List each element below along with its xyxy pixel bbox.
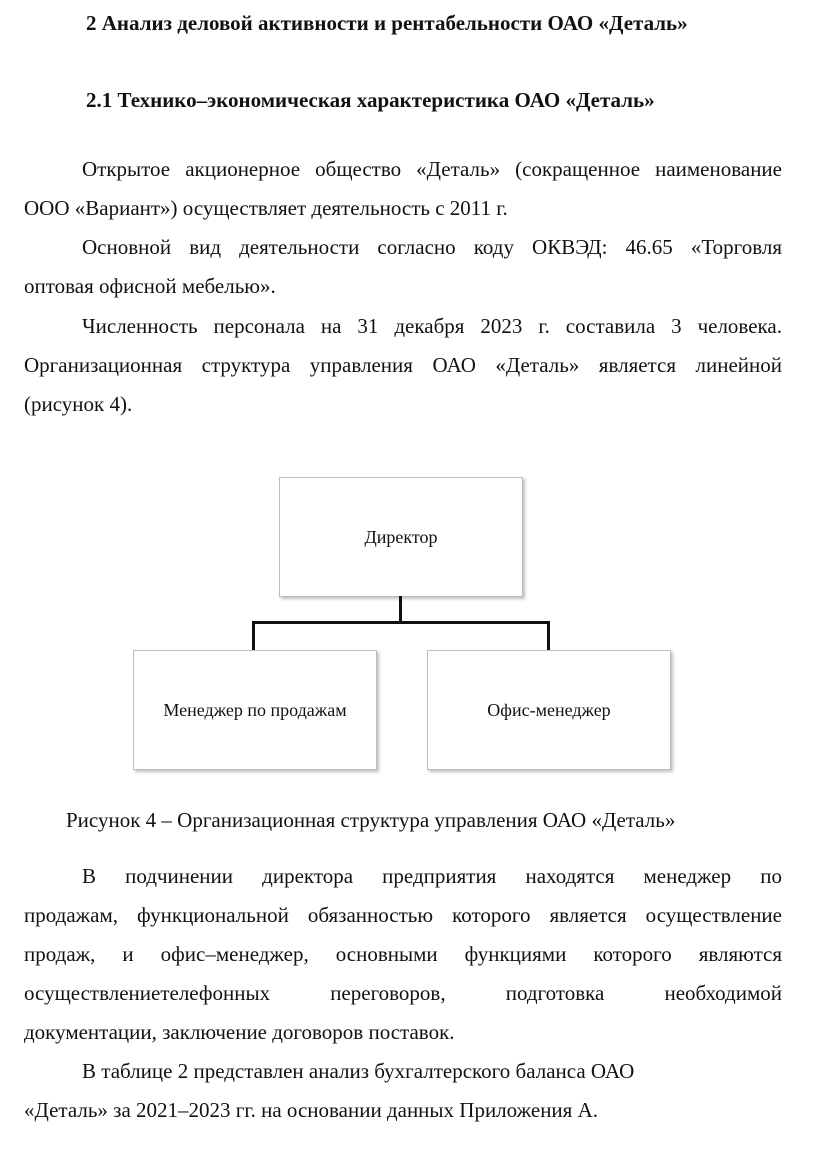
paragraph-staff: [24, 307, 782, 424]
connector-vertical-right: [547, 621, 550, 650]
paragraph-line: Открытое акционерное общество «Деталь» (сокращенное наименование: [82, 157, 782, 181]
subsection-heading: 2.1 Технико–экономическая характеристика ОАО «Деталь»: [86, 88, 655, 112]
paragraph-line: В подчинении директора предприятия находятся менеджер по: [82, 864, 782, 888]
paragraph-company-intro: [24, 150, 782, 228]
paragraph-line: В таблице 2 представлен анализ бухгалтерского баланса ОАО: [82, 1059, 635, 1083]
paragraph-line: документации, заключение договоров поставок.: [24, 1020, 455, 1044]
paragraph-table-intro: [24, 1052, 782, 1130]
paragraph-activity: [24, 228, 782, 306]
connector-vertical-root: [399, 596, 402, 623]
paragraph-line: (рисунок 4).: [24, 392, 133, 416]
paragraph-line: оптовая офисной мебелью».: [24, 274, 276, 298]
section-heading: 2 Анализ деловой активности и рентабельности ОАО «Деталь»: [86, 11, 688, 35]
paragraph-line: Основной вид деятельности согласно коду ОКВЭД: 46.65 «Торговля: [82, 235, 782, 259]
paragraph-subordination: [24, 857, 782, 1052]
org-box-office-manager: Офис-менеджер: [427, 650, 671, 770]
paragraph-line: Численность персонала на 31 декабря 2023 г. составила 3 человека.: [82, 314, 782, 338]
paragraph-line: «Деталь» за 2021–2023 гг. на основании данных Приложения А.: [24, 1098, 598, 1122]
paragraph-line: продажам, функциональной обязанностью которого является осуществление: [24, 903, 782, 927]
org-box-sales-manager: Менеджер по продажам: [133, 650, 377, 770]
org-box-director: Директор: [279, 477, 523, 597]
paragraph-line: продаж, и офис–менеджер, основными функциями которого являются: [24, 942, 782, 966]
paragraph-line: ООО «Вариант») осуществляет деятельность с 2011 г.: [24, 196, 508, 220]
paragraph-line: Организационная структура управления ОАО «Деталь» является линейной: [24, 353, 782, 377]
connector-vertical-left: [252, 621, 255, 650]
paragraph-line: осуществлениетелефонных переговоров, подготовка необходимой: [24, 981, 782, 1005]
figure-caption: Рисунок 4 – Организационная структура управления ОАО «Деталь»: [66, 808, 676, 832]
connector-horizontal: [252, 621, 550, 624]
